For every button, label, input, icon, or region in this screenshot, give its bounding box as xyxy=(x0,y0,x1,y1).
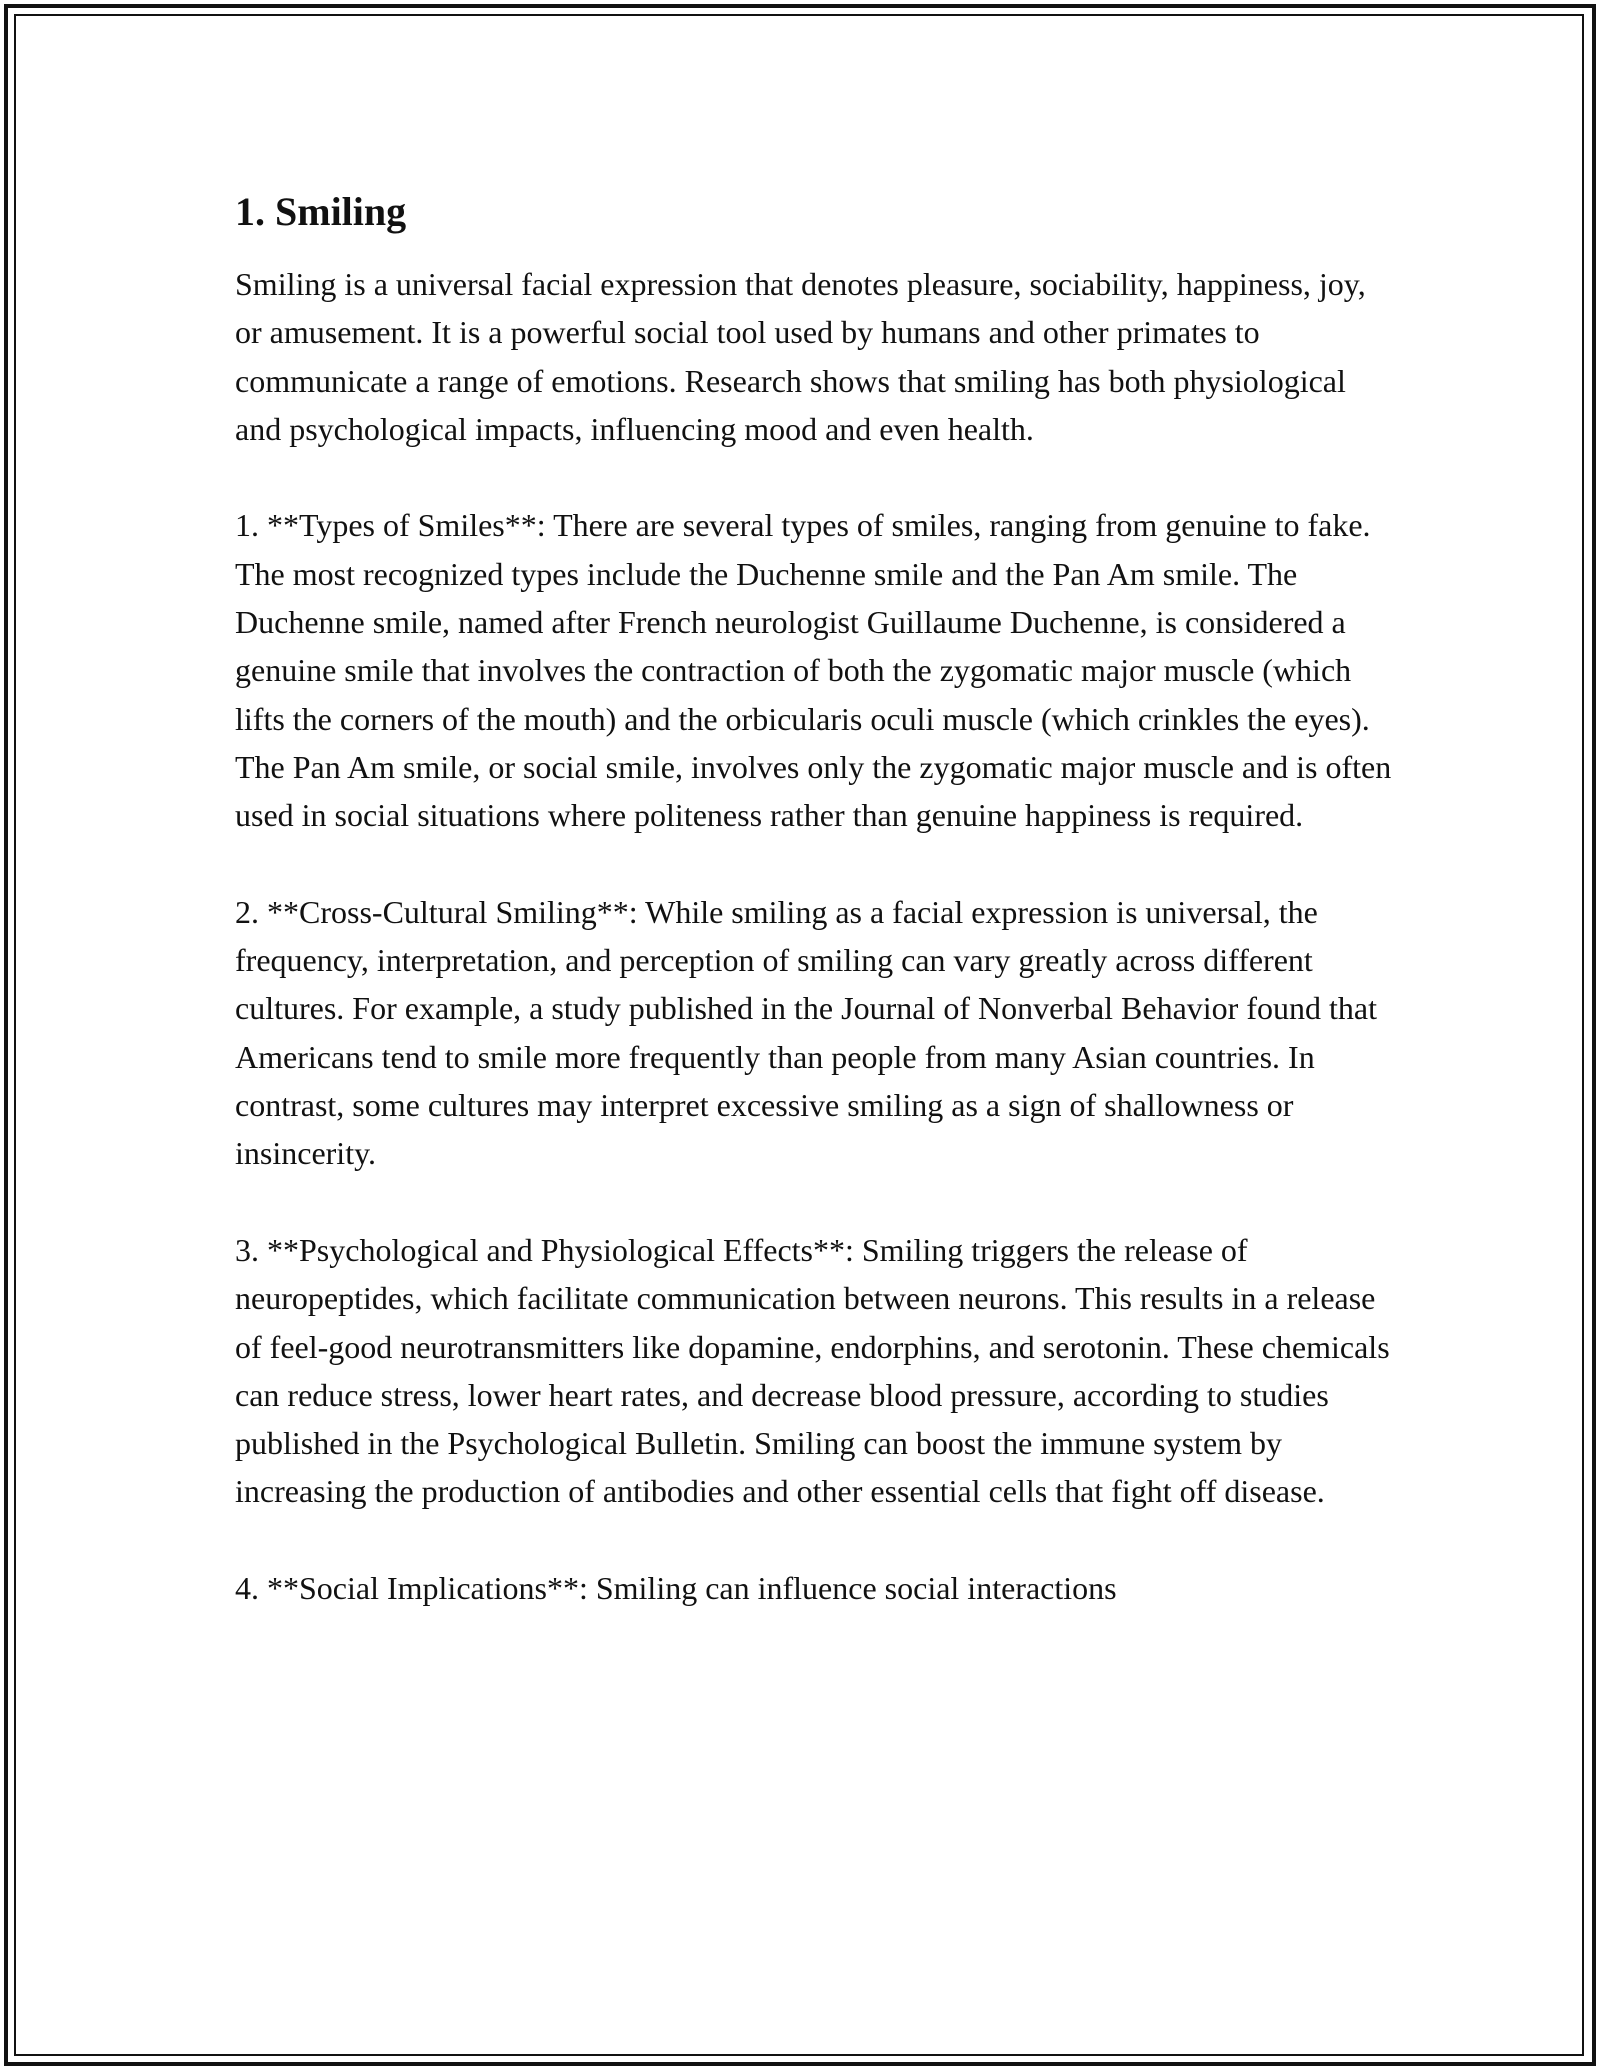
types-of-smiles-paragraph: 1. **Types of Smiles**: There are several types of smiles, ranging from genuine to fake. The most recognized types include the Duchenne smile and the Pan Am smile. The Duchenne smile, named after French neurologist Guillaume Duchenne, is considered a genuine smile that involves the contraction of both the zygomatic major muscle (which lifts the corners of the mouth) and the orbicularis oculi muscle (which crinkles the eyes). The Pan Am smile, or social smile, involves only the zygomatic major muscle and is often used in social situations where politeness rather than genuine happiness is required. xyxy=(235,507,1392,834)
psychological-effects-paragraph: 3. **Psychological and Physiological Effects**: Smiling triggers the release of neuropeptides, which facilitate communication between neurons. This results in a release of feel-good neurotransmitters like dopamine, endorphins, and serotonin. These chemicals can reduce stress, lower heart rates, and decrease blood pressure, according to studies published in the Psychological Bulletin. Smiling can boost the immune system by increasing the production of antibodies and other essential cells that fight off disease. xyxy=(235,1231,1390,1510)
section-title: 1. Smiling xyxy=(235,189,407,234)
social-implications-paragraph: 4. **Social Implications**: Smiling can influence social interactions xyxy=(235,1570,1117,1607)
intro-paragraph: Smiling is a universal facial expression that denotes pleasure, sociability, happiness, joy, or amusement. It is a powerful social tool used by humans and other primates to communicate a range of emotions. Research shows that smiling has both physiological and psychological impacts, influencing mood and even health. xyxy=(235,266,1366,447)
document-body xyxy=(235,186,1395,1612)
cross-cultural-smiling-paragraph: 2. **Cross-Cultural Smiling**: While smiling as a facial expression is universal, the frequency, interpretation, and perception of smiling can vary greatly across different cultures. For example, a study published in the Journal of Nonverbal Behavior found that Americans tend to smile more frequently than people from many Asian countries. In contrast, some cultures may interpret excessive smiling as a sign of shallowness or insincerity. xyxy=(235,893,1377,1172)
